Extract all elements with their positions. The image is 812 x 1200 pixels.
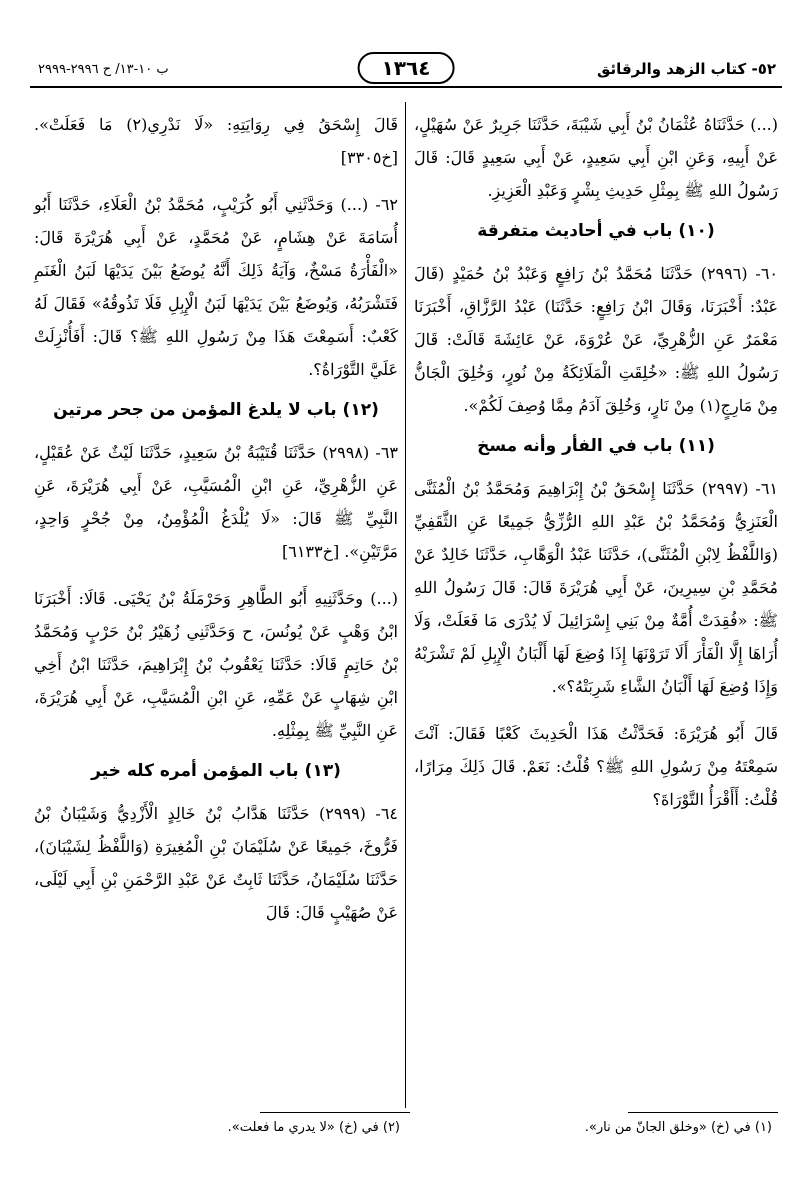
page-header [30,52,782,88]
page-number: ١٣٦٤ [358,52,455,84]
footnote-rule [628,1112,778,1113]
paragraph: (...) وحَدَّثَنِيهِ أَبُو الطَّاهِرِ وَحَرْمَلَةُ بْنُ يَحْيَى. قَالَا: أَخْبَرَنَا ابْنُ وَهْبٍ عَنْ يُونُسَ، ح وَحَدَّثَنِي زُهَيْرُ بْنُ حَرْبٍ وَمُحَمَّدُ بْنُ حَاتِمٍ قَالَا: حَدَّثَنَا يَعْقُوبُ بْنُ إِبْرَاهِيمَ، حَدَّثَنَا ابْنُ أَخِي ابْنِ شِهَابٍ عَنْ عَمِّهِ، عَنِ ابْنِ الْمُسَيَّبِ، عَنْ أَبِي هُرَيْرَةَ، عَنِ النَّبِيِّ ﷺ بِمِثْلِهِ. [34,589,398,740]
column-divider [405,102,406,1108]
section-heading: (١١) باب في الفأر وأنه مسخ [477,436,715,456]
hadith-reference: ب ١٠-١٣/ ح ٢٩٩٦-٢٩٩٩ [38,62,169,77]
paragraph: ٦٢- (...) وَحَدَّثَنِي أَبُو كُرَيْبٍ، مُحَمَّدُ بْنُ الْعَلَاءِ، حَدَّثَنَا أَبُو أُسَامَةَ عَنْ هِشَامٍ، عَنْ مُحَمَّدٍ، عَنْ أَبِي هُرَيْرَةَ قَالَ: «الْفَأْرَةُ مَسْخٌ، وَآيَةُ ذَلِكَ أَنَّهُ يُوضَعُ بَيْنَ يَدَيْهَا لَبَنُ الْغَنَمِ فَتَشْرَبُهُ، وَيُوضَعُ بَيْنَ يَدَيْهَا لَبَنُ الْإِبِلِ فَلَا تَذُوقُهُ» فَقَالَ لَهُ كَعْبٌ: أَسَمِعْتَ هَذَا مِنْ رَسُولِ اللهِ ﷺ؟ قَالَ: أَفَأُنْزِلَتْ عَلَيَّ التَّوْرَاةُ؟. [34,195,398,379]
chapter-title: ٥٢- كتاب الزهد والرقائق [597,60,776,78]
paragraph: (...) حَدَّثَنَاهُ عُثْمَانُ بْنُ أَبِي شَيْبَةَ، حَدَّثَنَا جَرِيرٌ عَنْ سُهَيْلٍ، عَنْ أَبِيهِ، وَعَنِ ابْنِ أَبِي سَعِيدٍ، عَنْ أَبِي سَعِيدٍ قَالَ: قَالَ رَسُولُ اللهِ ﷺ بِمِثْلِ حَدِيثِ بِشْرٍ وَعَبْدِ الْعَزِيزِ. [414,115,778,200]
paragraph: قَالَ إِسْحَقُ فِي رِوَايَتِهِ: «لَا نَدْرِي(٢) مَا فَعَلَتْ». [خ٣٣٠٥] [34,115,398,167]
paragraph: قَالَ أَبُو هُرَيْرَةَ: فَحَدَّثْتُ هَذَا الْحَدِيثَ كَعْبًا فَقَالَ: آنْتَ سَمِعْتَهُ مِنْ رَسُولِ اللهِ ﷺ؟ قُلْتُ: نَعَمْ. قَالَ ذَلِكَ مِرَارًا، قُلْتُ: أَأَقْرَأُ التَّوْرَاةَ؟ [414,724,778,809]
paragraph: ٦١- (٢٩٩٧) حَدَّثَنَا إِسْحَقُ بْنُ إِبْرَاهِيمَ وَمُحَمَّدُ بْنُ الْمُثَنَّى الْعَنَزِيُّ وَمُحَمَّدُ بْنُ عَبْدِ اللهِ الرُّزِّيُّ جَمِيعًا عَنِ الثَّقَفِيِّ (وَاللَّفْظُ لِابْنِ الْمُثَنَّى)، حَدَّثَنَا عَبْدُ الْوَهَّابِ، حَدَّثَنَا خَالِدٌ عَنْ مُحَمَّدِ بْنِ سِيرِينَ، عَنْ أَبِي هُرَيْرَةَ قَالَ: قَالَ رَسُولُ اللهِ ﷺ: «فُقِدَتْ أُمَّةٌ مِنْ بَنِي إِسْرَائِيلَ لَا يُدْرَى مَا فَعَلَتْ، وَلَا أُرَاهَا إِلَّا الْفَأْرَ أَلَا تَرَوْنَهَا إِذَا وُضِعَ لَهَا أَلْبَانُ الْإِبِلِ لَمْ تَشْرَبْهُ وَإِذَا وُضِعَ لَهَا أَلْبَانُ الشَّاءِ شَرِبَتْهُ؟». [414,479,779,696]
footnote: (٢) في (خ) «لا يدري ما فعلت». [227,1120,400,1135]
section-heading: (١٣) باب المؤمن أمره كله خير [91,761,341,781]
section-heading: (١٠) باب في أحاديث متفرقة [477,221,715,241]
paragraph: ٦٠- (٢٩٩٦) حَدَّثَنَا مُحَمَّدُ بْنُ رَافِعٍ وَعَبْدُ بْنُ حُمَيْدٍ (قَالَ عَبْدٌ: أَخْبَرَنَا، وَقَالَ ابْنُ رَافِعٍ: حَدَّثَنَا) عَبْدُ الرَّزَّاقِ، أَخْبَرَنَا مَعْمَرٌ عَنِ الزُّهْرِيِّ، عَنْ عُرْوَةَ، عَنْ عَائِشَةَ قَالَتْ: قَالَ رَسُولُ اللهِ ﷺ: «خُلِقَتِ الْمَلَائِكَةُ مِنْ نُورٍ، وَخُلِقَ الْجَانُّ مِنْ مَارِجٍ(١) مِنْ نَارٍ، وَخُلِقَ آدَمُ مِمَّا وُصِفَ لَكُمْ». [414,264,779,415]
footnote-rule [260,1112,410,1113]
paragraph: ٦٣- (٢٩٩٨) حَدَّثَنَا قُتَيْبَةُ بْنُ سَعِيدٍ، حَدَّثَنَا لَيْثٌ عَنْ عُقَيْلٍ، عَنِ الزُّهْرِيِّ، عَنِ ابْنِ الْمُسَيَّبِ، عَنْ أَبِي هُرَيْرَةَ، عَنِ النَّبِيِّ ﷺ قَالَ: «لَا يُلْدَغُ الْمُؤْمِنُ، مِنْ جُحْرٍ وَاحِدٍ، مَرَّتَيْنِ». [خ٦١٣٣] [34,443,398,561]
paragraph: ٦٤- (٢٩٩٩) حَدَّثَنَا هَدَّابُ بْنُ خَالِدٍ الْأَزْدِيُّ وَشَيْبَانُ بْنُ فَرُّوخَ، جَمِيعًا عَنْ سُلَيْمَانَ بْنِ الْمُغِيرَةِ (وَاللَّفْظُ لِشَيْبَانَ)، حَدَّثَنَا سُلَيْمَانُ، حَدَّثَنَا ثَابِتٌ عَنْ عَبْدِ الرَّحْمَنِ بْنِ أَبِي لَيْلَى، عَنْ صُهَيْبٍ قَالَ: قَالَ [34,804,399,922]
left-column [34,108,398,943]
footnote: (١) في (خ) «وخلق الجانّ من نار». [584,1120,772,1135]
section-heading: (١٢) باب لا يلدغ المؤمن من جحر مرتين [53,400,379,420]
right-column [414,108,778,830]
